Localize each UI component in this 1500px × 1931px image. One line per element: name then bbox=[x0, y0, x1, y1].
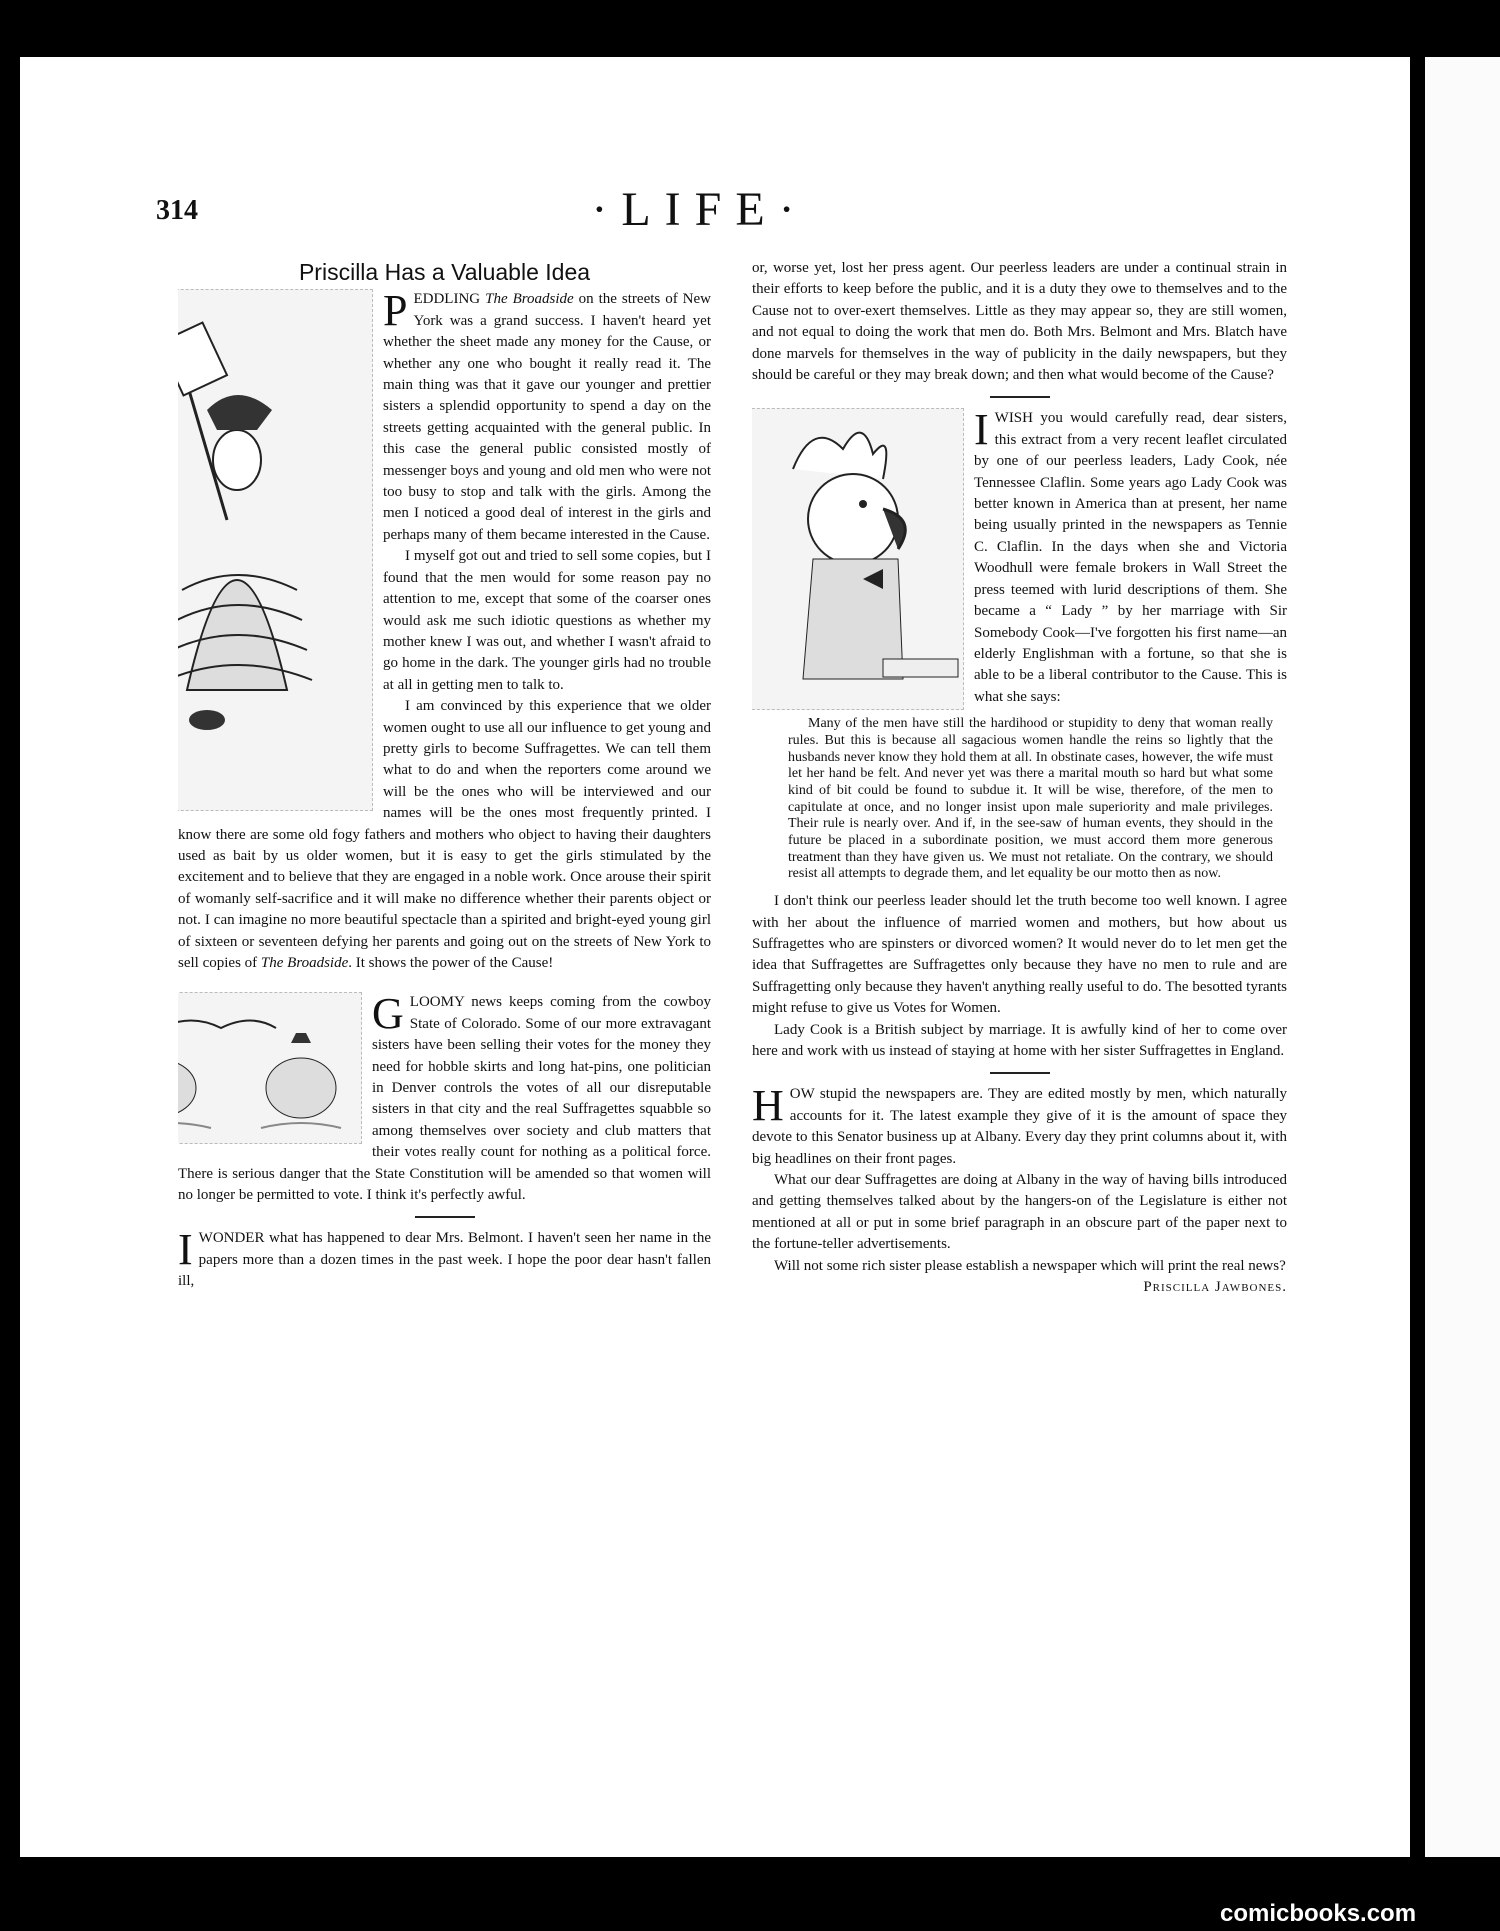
how-paragraph-2: What our dear Suffragettes are doing at Albany in the way of having bills introduced and getting themselves talked about by the hangers-on of the Legislature is either not mentioned at all or put in some brief paragraph in an obscure part of the paper next to the fortune-teller advertisements. bbox=[752, 1172, 1287, 1253]
wonder-continuation: or, worse yet, lost her press agent. Our peerless leaders are under a continual strain in their efforts to keep before the public, and it is a duty they owe to themselves and to the Cause not to over-exert themselves. Little as they may appear so, they are still women, and not equal to doing the work that men do. Both Mrs. Belmont and Mrs. Blatch have done marvels for themselves in the way of publicity in the daily newspapers, but they should be careful or they may break down; and then what would become of the Cause? bbox=[752, 260, 1287, 384]
paragraph-2: I myself got out and tried to sell some copies, but I found that the men would for some reason pay no attention to me, except that some of the coarser ones would ask me such idiotic questions as whether my mother knew I was out, and whether I wasn't afraid to go home in the dark. The younger girls had no trouble at all in getting men to talk to. bbox=[383, 548, 711, 693]
drop-cap-i: I bbox=[178, 1225, 193, 1275]
left-column: Priscilla Has a Valuable Idea PEDDLING The Broadside on the streets of New York was a grand success. I haven't heard yet whether the sheet made any money for the Cause, or whether any one who bought it really read it. The main thing was that it gave our younger and prettier sisters a splendid opportunity to spend a day on the streets getting acquainted with the general public. In this case the general public consisted mostly of messenger boys and young and old men who were not too busy to stop and talk with the girls. Among the men I noticed a good deal of interest in the girls and perhaps many of them became interested in the Cause. I myself got out and tried to sell some copies, but I found that the men would for some reason pay no attention to me, except that some of the coarser ones would ask me such idiotic questions as whether my mother knew I was out, and whether I wasn't afraid to go home in the dark. The younger girls had no trouble at all in getting men to talk to. I am convinced by this experience that we older women ought to use all our influence to get young and pretty girls to become Suffragettes. We can tell them what to do and when the reporters come around we will be the ones who will be interviewed and our names will be the ones most frequently printed. I know there are some old fogy fathers and mothers who object to having their daughters used as bait by us older women, but it is easy to get the girls stimulated by the excitement and to believe that they are engaged in a noble work. Once arouse their spirit of womanly self-sacrifice and it will make no difference whether their parents object or not. I can imagine no more beautiful spectacle than a spirited and bright-eyed young girl of sixteen or seventeen defying her parents and going out on the streets of New York to sell copies of The Broadside. It shows the power of the Cause! GLOOMY news keeps coming from the cowboy State of Colorado. Some of our more extravagant sisters have been selling their votes for the money they need for hobble skirts and long hat-pins, one politician in Denver controls the votes of all our disreputable sisters in that city and the real Suffragettes squabble so among themselves over society and club matters that their votes really count for nothing as a political force. There is serious danger that the State Constitution will be amended so that women will no longer be permitted to vote. I think it's perfectly awful. IWONDER what has happened to dear Mrs. Belmont. I haven't seen her name in the papers more than a dozen times in the past week. I hope the poor dear hasn't fallen ill, bbox=[178, 262, 711, 1662]
article-headline: Priscilla Has a Valuable Idea bbox=[298, 262, 591, 285]
suffragette-illustration bbox=[178, 289, 373, 811]
watermark: comicbooks.com bbox=[1220, 1900, 1417, 1927]
how-paragraph-3: Will not some rich sister please establish a newspaper which will print the real news? Priscilla Jawbones. bbox=[752, 1256, 1287, 1277]
drop-cap-p: P bbox=[383, 286, 408, 336]
section-rule bbox=[990, 1072, 1050, 1074]
parrot-illustration bbox=[752, 408, 964, 710]
section-rule bbox=[990, 396, 1050, 398]
facing-page-edge bbox=[1422, 57, 1500, 1857]
masthead-title: ·LIFE· bbox=[591, 183, 809, 236]
right-column: or, worse yet, lost her press agent. Our peerless leaders are under a continual strain in their efforts to keep before the public, and it is a duty they owe to themselves and to the Cause not to over-exert themselves. Little as they may appear so, they are still women, and not equal to doing the work that men do. Both Mrs. Belmont and Mrs. Blatch have done marvels for themselves in the way of publicity in the daily newspapers, but they should be careful or they may break down; and then what would become of the Cause? IWISH you would carefully read, dear sisters, this extract from a very recent leaflet circulated by one of our peerless leaders, Lady Cook, née Tennessee Claflin. Some years ago Lady Cook was better known in America than at present, her name being usually printed in the newspapers as Tennie C. Claflin. In the days when she and Victoria Woodhull were female brokers in Wall Street the press teemed with lurid descriptions of them. She became a “ Lady ” by her marriage with Sir Somebody Cook—I've forgotten his first name—an elderly Englishman with a fortune, so that she is able to be a liberal contributor to the Cause. This is what she says: Many of the men have still the hardihood or stupidity to deny that woman really rules. But this is because all sagacious women handle the reins so lightly that the husbands never know they hold them at all. In obstinate cases, however, the wife must let her hand be felt. And never yet was there a marital mouth so hard but what some kind of bit could be found to subdue it. It will be wise, therefore, of the men to capitulate at once, and no longer insist upon male superiority and male privileges. Their rule is nearly over. And if, in the see-saw of human events, they should in the future be placed in a subordinate position, we must accord them more generous treatment than they have given us. We must not retaliate. On the contrary, we should resist all attempts to degrade them, and let equality be our motto then as now. I don't think our peerless leader should let the truth become too well known. I agree with her about the influence of married women and mothers, but how about us Suffragettes who are spinsters or divorced women? It would never do to let men get the idea that Suffragettes are Suffragettes only because they have no men to rule and are Suffragetting only because they haven't anything really useful to do. The besotted tyrants might refuse to give us Votes for Women. Lady Cook is a British subject by marriage. It is awfully kind of her to come over here and work with us instead of staying at home with her sister Suffragettes in England. HOW stupid the newspapers are. They are edited mostly by men, which naturally accounts for it. The latest example they give of it is the amount of space they devote to this Senator business up at Albany. Every day they print columns about it, with big headlines on their front pages. What our dear Suffragettes are doing at Albany in the way of having bills introduced and getting themselves talked about by the hangers-on of the Legislature is either not mentioned at all or put in some brief paragraph in an obscure part of the paper next to the fortune-teller advertisements. Will not some rich sister please establish a newspaper which will print the real news? Priscilla Jawbones. bbox=[752, 258, 1287, 1678]
paragraph-3: I am convinced by this experience that we older women ought to use all our influence to get young and pretty girls to become Suffragettes. We can tell them what to do and when the reporters come around we will be the ones who will be interviewed and our names will be the ones most frequently printed. I know there are some old fogy fathers and mothers who object to having their daughters used as bait by us older women, but it is easy to get the girls stimulated by the excitement and to believe that they are engaged in a noble work. Once arouse their spirit of womanly self-sacrifice and it will make no difference whether their parents object or not. I can imagine no more beautiful spectacle than a spirited and bright-eyed young girl of sixteen or seventeen defying her parents and going out on the streets of New York to sell copies of The Broadside. It shows the power of the Cause! bbox=[178, 698, 711, 971]
page-number: 314 bbox=[156, 195, 198, 226]
author-signature: Priscilla Jawbones. bbox=[1143, 1279, 1287, 1296]
drop-cap-i-2: I bbox=[974, 405, 989, 455]
drop-cap-g: G bbox=[372, 989, 404, 1039]
cowboy-illustration bbox=[178, 992, 362, 1144]
lady-cook-quote: Many of the men have still the hardihood or stupidity to deny that woman really rules. But this is because all sagacious women handle the reins so lightly that the husbands never know they hold them at all. In obstinate cases, however, the wife must let her hand be felt. And never yet was there a marital mouth so hard but what some kind of bit could be found to subdue it. It will be wise, therefore, of the men to capitulate at once, and no longer insist upon male superiority and male privileges. Their rule is nearly over. And if, in the see-saw of human events, they should in the future be placed in a subordinate position, we must accord them more generous treatment than they have given us. We must not retaliate. On the contrary, we should resist all attempts to degrade them, and let equality be our motto then as now. bbox=[788, 716, 1273, 882]
after-quote-2: Lady Cook is a British subject by marriage. It is awfully kind of her to come over here and work with us instead of staying at home with her sister Suffragettes in England. bbox=[752, 1021, 1287, 1059]
after-quote-1: I don't think our peerless leader should let the truth become too well known. I agree with her about the influence of married women and mothers, but how about us Suffragettes who are spinsters or divorced women? It would never do to let men get the idea that Suffragettes are Suffragettes only because they have no men to rule and are Suffragetting only because they haven't anything really useful to do. The besotted tyrants might refuse to give us Votes for Women. bbox=[752, 893, 1287, 1017]
section-rule bbox=[415, 1216, 475, 1218]
drop-cap-h: H bbox=[752, 1081, 784, 1131]
